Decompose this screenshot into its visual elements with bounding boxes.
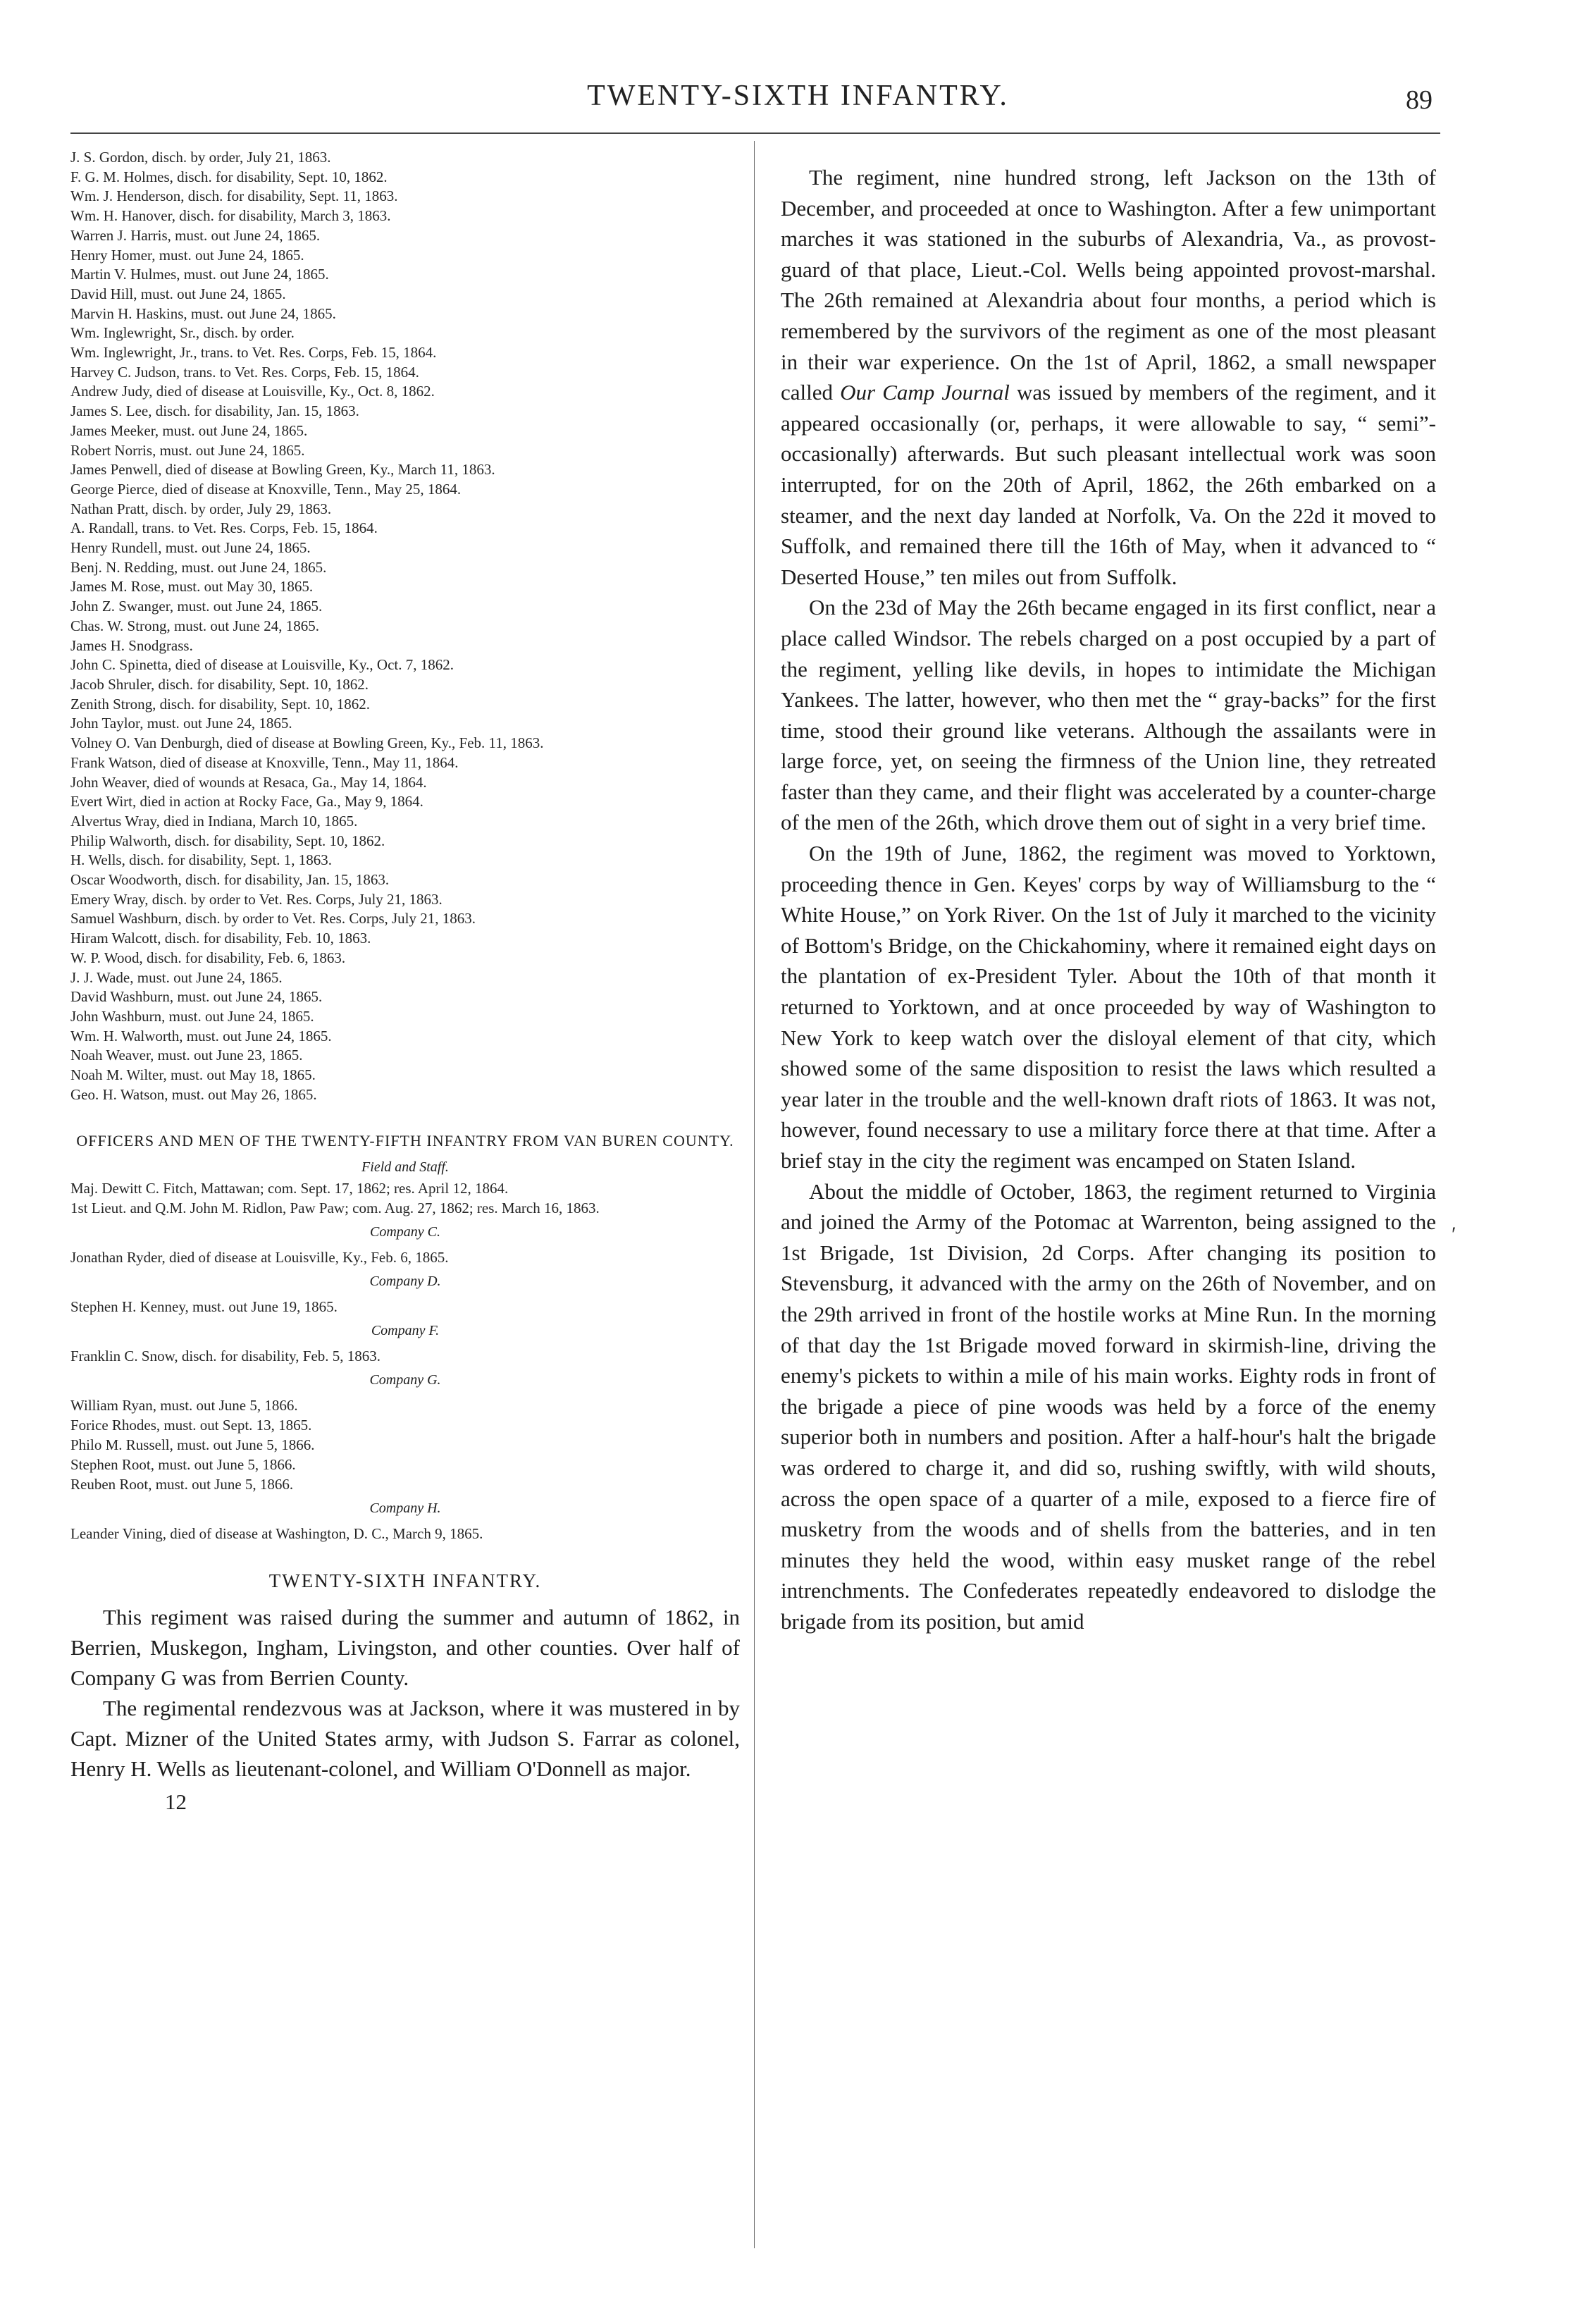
roster-entry: David Hill, must. out June 24, 1865. [70,285,286,302]
right-column [781,162,1436,1637]
company-entry: Stephen H. Kenney, must. out June 19, 1865. [70,1298,338,1316]
running-title: TWENTY-SIXTH INFANTRY. [587,80,1009,112]
roster-entry: Marvin H. Haskins, must. out June 24, 1865. [70,304,336,322]
roster-entry: W. P. Wood, disch. for disability, Feb. 6, 1863. [70,949,346,966]
company-entry: Stephen Root, must. out June 5, 1866. [70,1456,296,1474]
roster-entry: Andrew Judy, died of disease at Louisville, Ky., Oct. 8, 1862. [70,383,435,400]
narrative-paragraph-4: About the middle of October, 1863, the regiment returned to Virginia and joined the Army of the Potomac at Warrenton, being assigned to the 1st Brigade, 1st Division, 2d Corps. After changing its position to Stevensburg, it advanced with the army on the 26th of November, and on the 29th arrived in front of the hostile works at Mine Run. In the morning of that day the 1st Brigade moved forward in skirmish-line, driving the enemy's pickets to within a mile of his main works. Eighty rods in front of the brigade a piece of pine woods was held by a force of the enemy superior both in numbers and position. After a half-hour's halt the brigade was ordered to charge it, and did so, rushing swiftly, with wild shouts, across the open space of a quarter of a mile, exposed to a fierce fire of musketry from the woods and of shells from the batteries, and in ten minutes they held the wood, within easy musket range of the rebel intrenchments. The Confederates repeatedly endeavored to dislodge the brigade from its position, but amid [781,1178,1436,1634]
roster-entry: Henry Rundell, must. out June 24, 1865. [70,539,311,557]
roster-entry: James Meeker, must. out June 24, 1865. [70,421,308,439]
company-list [70,1395,740,1494]
companies [70,1222,740,1543]
roster-entry: Evert Wirt, died in action at Rocky Face, Ga., May 9, 1864. [70,793,423,810]
column-divider [754,141,755,2248]
roster-entry: Nathan Pratt, disch. by order, July 29, 1863. [70,500,332,517]
narrative-paragraph-2: On the 23d of May the 26th became engaged in its first conflict, near a place called Windsor. The rebels charged on a post occupied by a part of the regiment, yelling like devils, in hopes to intimidate the Michigan Yankees. The latter, however, who then met the “ gray-backs” for the first time, stood their ground like veterans. Although the assailants were in large force, yet, on seeing the firmness of the Union line, they retreated faster than they came, and their flight was accelerated by a counter-charge of the men of the 26th, which drove them out of sight in a very brief time. [781,595,1436,835]
roster-entry: Jacob Shruler, disch. for disability, Sept. 10, 1862. [70,675,369,693]
regiment-paragraph-2: The regimental rendezvous was at Jackson, where it was mustered in by Capt. Mizner of the United States army, with Judson S. Farrar as colonel, Henry H. Wells as lieutenant-colonel, and William O'Donnell as major. [70,1696,740,1782]
company-entry: William Ryan, must. out June 5, 1866. [70,1397,298,1414]
company-label: Company C. [370,1224,440,1240]
roster-entry: John Z. Swanger, must. out June 24, 1865. [70,598,323,615]
company-entry: Jonathan Ryder, died of disease at Louisville, Ky., Feb. 6, 1865. [70,1249,449,1266]
company-list [70,1297,740,1317]
header-rule [70,132,1440,134]
roster-entry: Warren J. Harris, must. out June 24, 1865. [70,226,321,244]
company-entry: Forice Rhodes, must. out Sept. 13, 1865. [70,1417,312,1434]
roster-entry: Wm. H. Walworth, must. out June 24, 1865. [70,1027,332,1044]
company-block [70,1498,740,1543]
roster-entry: J. S. Gordon, disch. by order, July 21, 1863. [70,149,331,166]
roster-entry: John C. Spinetta, died of disease at Louisville, Ky., Oct. 7, 1862. [70,656,454,674]
field-staff-label: Field and Staff. [361,1159,449,1176]
officers-section-heading: OFFICERS AND MEN OF THE TWENTY-FIFTH INFANTRY FROM VAN BUREN COUNTY. [76,1132,734,1150]
roster-entry: Martin V. Hulmes, must. out June 24, 1865. [70,266,329,283]
company-block [70,1370,740,1494]
narrative-paragraph-1-part-b: was issued by members of the regiment, and it appeared occasionally (or, perhaps, it were allowable to say, “ semi”-occasionally) afterwards. But such pleasant intellectual work was soon interrupted, for on the 20th of April, 1862, the 26th embarked on a steamer, and the next day landed at Norfolk, Va. On the 22d it moved to Suffolk, and remained there till the 16th of May, when it advanced to “ Deserted House,” ten miles out from Suffolk. [781,380,1436,589]
company-entry: Franklin C. Snow, disch. for disability, Feb. 5, 1863. [70,1348,381,1365]
roster-entry: Hiram Walcott, disch. for disability, Feb. 10, 1863. [70,930,371,947]
field-staff-entry: 1st Lieut. and Q.M. John M. Ridlon, Paw Paw; com. Aug. 27, 1862; res. March 16, 1863. [70,1200,600,1217]
roster-entry: John Taylor, must. out June 24, 1865. [70,715,292,732]
company-list [70,1346,740,1366]
roster-entry: Wm. J. Henderson, disch. for disability, Sept. 11, 1863. [70,187,398,205]
roster-entry: Harvey C. Judson, trans. to Vet. Res. Corps, Feb. 15, 1864. [70,363,419,381]
roster-entry: Benj. N. Redding, must. out June 24, 1865. [70,558,327,576]
roster-entry: John Weaver, died of wounds at Resaca, Ga., May 14, 1864. [70,773,427,791]
company-label: Company D. [369,1274,441,1290]
roster-entry: Wm. Inglewright, Sr., disch. by order. [70,324,295,342]
field-staff-entry: Maj. Dewitt C. Fitch, Mattawan; com. Sept. 17, 1862; res. April 12, 1864. [70,1180,509,1197]
regiment-paragraph-1: This regiment was raised during the summer and autumn of 1862, in Berrien, Muskegon, Ingham, Livingston, and other counties. Over half of Company G was from Berrien County. [70,1605,740,1691]
roster-entry: George Pierce, died of disease at Knoxville, Tenn., May 25, 1864. [70,480,462,498]
roster-list [70,148,740,1104]
roster-entry: Noah M. Wilter, must. out May 18, 1865. [70,1066,316,1084]
company-label: Company H. [369,1500,441,1517]
margin-mark: ′ [1452,1223,1456,1246]
roster-entry: David Washburn, must. out June 24, 1865. [70,988,323,1006]
field-staff-list [70,1178,740,1218]
roster-entry: A. Randall, trans. to Vet. Res. Corps, Feb. 15, 1864. [70,519,378,537]
company-block [70,1321,740,1366]
roster-entry: F. G. M. Holmes, disch. for disability, Sept. 10, 1862. [70,168,388,185]
signature-mark: 12 [165,1789,187,1815]
company-block [70,1222,740,1267]
page-header [0,79,1596,128]
company-entry: Leander Vining, died of disease at Washington, D. C., March 9, 1865. [70,1525,483,1543]
roster-entry: Wm. Inglewright, Jr., trans. to Vet. Res. Corps, Feb. 15, 1864. [70,344,437,362]
page-number: 89 [1406,85,1433,115]
roster-entry: H. Wells, disch. for disability, Sept. 1, 1863. [70,851,333,869]
narrative-paragraph-1-part-a: The regiment, nine hundred strong, left Jackson on the 13th of December, and proceeded at once to Washington. After a few unimportant marches it was stationed in the suburbs of Alexandria, Va., as provost-guard of that place, Lieut.-Col. Wells being appointed provost-marshal. The 26th remained at Alexandria about four months, a period which is remembered by the survivors of the regiment as one of the most pleasant in their war experience. On the 1st of April, 1862, a small newspaper called [781,165,1436,405]
roster-entry: J. J. Wade, must. out June 24, 1865. [70,968,283,986]
regiment-heading: TWENTY-SIXTH INFANTRY. [268,1570,542,1592]
company-label: Company F. [371,1323,440,1339]
roster-entry: James S. Lee, disch. for disability, Jan. 15, 1863. [70,402,359,420]
narrative-paragraph-3: On the 19th of June, 1862, the regiment was moved to Yorktown, proceeding thence in Gen. Keyes' corps by way of Williamsburg to the “ White House,” on York River. On the 1st of July it marched to the vicinity of Bottom's Bridge, on the Chickahominy, where it remained eight days on the plantation of ex-President Tyler. About the 10th of that month it returned to Yorktown, and at once proceeded by way of Washington to New York to keep watch over the disloyal element of that city, which showed some of the same disposition to resist the laws which resulted a year later in the trouble and the well-known draft riots of 1863. It was not, however, found necessary to use a military force there at that time. After a brief stay in the city the regiment was encamped on Staten Island. [781,841,1436,1173]
left-column [70,148,740,1817]
roster-entry: Wm. H. Hanover, disch. for disability, March 3, 1863. [70,207,391,225]
roster-entry: Oscar Woodworth, disch. for disability, Jan. 15, 1863. [70,871,390,889]
company-entry: Reuben Root, must. out June 5, 1866. [70,1476,294,1493]
narrative-paragraph-1 [781,162,1436,592]
roster-entry: James M. Rose, must. out May 30, 1865. [70,578,314,596]
roster-entry: James Penwell, died of disease at Bowling Green, Ky., March 11, 1863. [70,461,495,479]
roster-entry: Zenith Strong, disch. for disability, Sept. 10, 1862. [70,695,371,713]
roster-entry: Philip Walworth, disch. for disability, Sept. 10, 1862. [70,832,385,849]
company-list [70,1524,740,1543]
roster-entry: Frank Watson, died of disease at Knoxville, Tenn., May 11, 1864. [70,753,459,771]
roster-entry: Emery Wray, disch. by order to Vet. Res. Corps, July 21, 1863. [70,890,443,908]
company-list [70,1247,740,1267]
roster-entry: Samuel Washburn, disch. by order to Vet. Res. Corps, July 21, 1863. [70,910,476,927]
company-block [70,1271,740,1317]
roster-entry: Alvertus Wray, died in Indiana, March 10, 1865. [70,812,358,830]
roster-entry: Noah Weaver, must. out June 23, 1865. [70,1047,303,1064]
company-entry: Philo M. Russell, must. out June 5, 1866. [70,1436,315,1454]
roster-entry: John Washburn, must. out June 24, 1865. [70,1007,314,1025]
roster-entry: Robert Norris, must. out June 24, 1865. [70,441,305,459]
roster-entry: Chas. W. Strong, must. out June 24, 1865. [70,617,319,634]
roster-entry: Henry Homer, must. out June 24, 1865. [70,246,304,264]
roster-entry: Volney O. Van Denburgh, died of disease at Bowling Green, Ky., Feb. 11, 1863. [70,734,544,752]
roster-entry: Geo. H. Watson, must. out May 26, 1865. [70,1085,317,1103]
company-label: Company G. [369,1372,441,1388]
newspaper-title: Our Camp Journal [840,380,1010,405]
roster-entry: James H. Snodgrass. [70,636,193,654]
